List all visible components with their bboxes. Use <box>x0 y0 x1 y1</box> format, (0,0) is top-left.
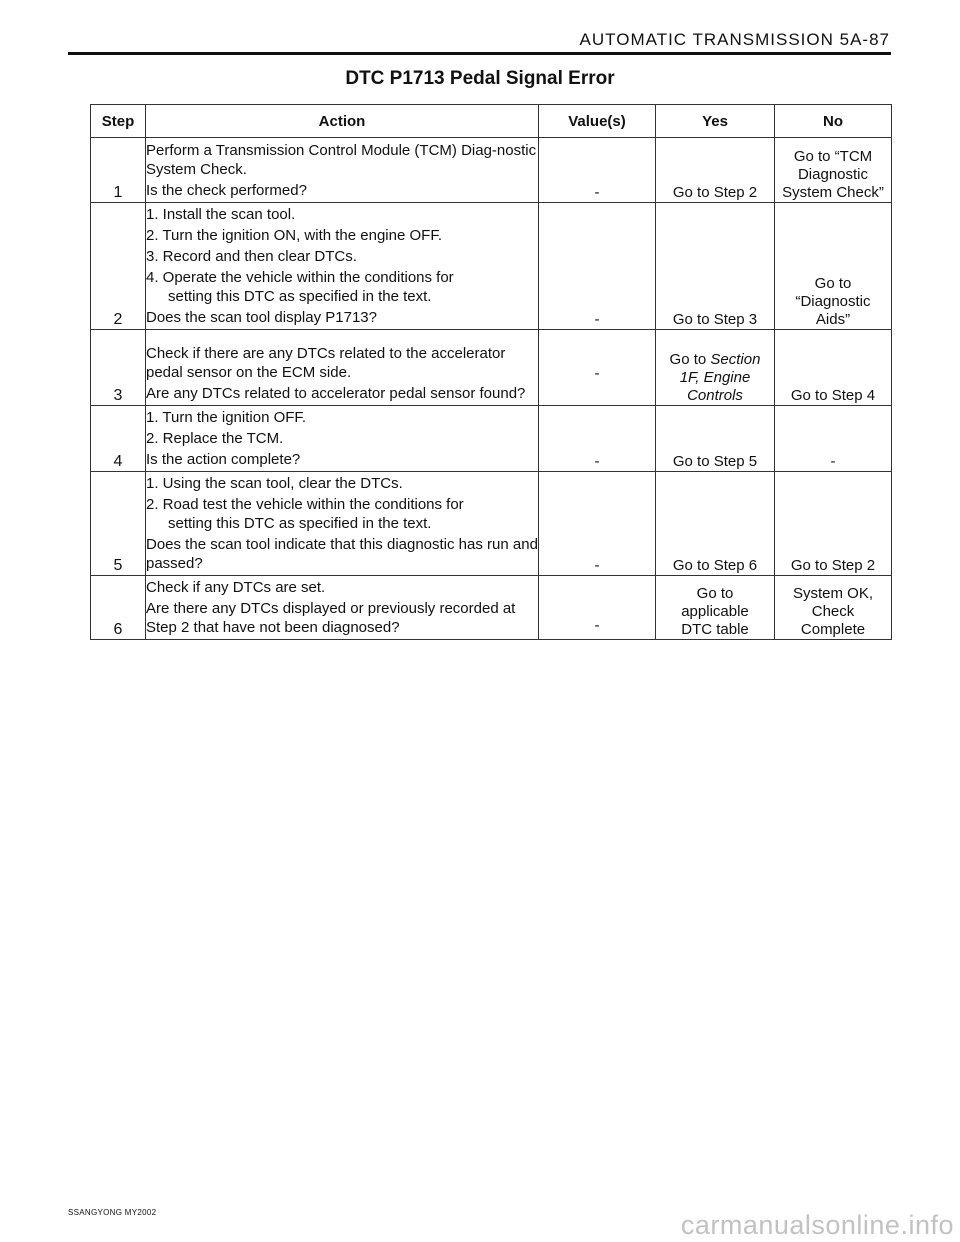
column-header-values: Value(s) <box>539 105 656 138</box>
action-question: Does the scan tool display P1713? <box>146 309 377 326</box>
step-number: 5 <box>91 472 146 576</box>
action-cell <box>146 472 539 576</box>
footer-text: SSANGYONG MY2002 <box>68 1208 157 1217</box>
action-question: Are any DTCs related to accelerator pedal sensor found? <box>146 385 526 402</box>
action-question: Are there any DTCs displayed or previously recorded at Step 2 that have not been diagnosed? <box>146 600 516 636</box>
action-question: Is the action complete? <box>146 451 301 468</box>
page-header-title: AUTOMATIC TRANSMISSION 5A-87 <box>579 30 890 49</box>
yes-cell: Go to Step 2 <box>656 138 775 203</box>
column-header-no: No <box>775 105 892 138</box>
table-row <box>91 330 892 406</box>
action-cell <box>146 406 539 472</box>
column-header-step: Step <box>91 105 146 138</box>
action-text: 1. Install the scan tool. <box>146 206 296 223</box>
action-text: setting this DTC as specified in the text. <box>168 288 432 305</box>
value-cell: - <box>539 406 656 472</box>
action-question: Does the scan tool indicate that this diagnostic has run and passed? <box>146 536 538 572</box>
column-header-yes: Yes <box>656 105 775 138</box>
value-cell: - <box>539 138 656 203</box>
step-number: 2 <box>91 203 146 330</box>
section-link: Section 1F, Engine Controls <box>679 351 761 404</box>
table-row <box>91 138 892 203</box>
yes-cell: Go to Step 3 <box>656 203 775 330</box>
no-cell: Go to Step 4 <box>775 330 892 406</box>
action-text: Check if there are any DTCs related to the accelerator pedal sensor on the ECM side. <box>146 345 506 381</box>
diagnostic-table <box>90 104 892 640</box>
action-text: 3. Record and then clear DTCs. <box>146 248 357 265</box>
yes-cell: Go to Step 6 <box>656 472 775 576</box>
action-cell <box>146 138 539 203</box>
value-cell: - <box>539 576 656 640</box>
action-text: 2. Turn the ignition ON, with the engine OFF. <box>146 227 442 244</box>
step-number: 4 <box>91 406 146 472</box>
action-text: 1. Turn the ignition OFF. <box>146 409 307 426</box>
step-number: 1 <box>91 138 146 203</box>
page-title: DTC P1713 Pedal Signal Error <box>345 68 615 89</box>
table-row <box>91 576 892 640</box>
table-header-row <box>91 105 892 138</box>
action-text: 1. Using the scan tool, clear the DTCs. <box>146 475 403 492</box>
action-text: 2. Replace the TCM. <box>146 430 284 447</box>
yes-text: Go to <box>669 351 711 368</box>
action-text: 2. Road test the vehicle within the conditions for <box>146 496 464 513</box>
action-cell <box>146 576 539 640</box>
action-text: Check if any DTCs are set. <box>146 579 326 596</box>
column-header-action: Action <box>146 105 539 138</box>
action-text: Perform a Transmission Control Module (TCM) Diag-nostic System Check. <box>146 142 537 178</box>
table-row <box>91 406 892 472</box>
value-cell: - <box>539 472 656 576</box>
value-cell: - <box>539 203 656 330</box>
no-cell: Go to “Diagnostic Aids” <box>775 203 892 330</box>
no-cell: System OK, Check Complete <box>775 576 892 640</box>
no-cell: Go to Step 2 <box>775 472 892 576</box>
value-cell: - <box>539 330 656 406</box>
action-question: Is the check performed? <box>146 182 307 199</box>
table-row <box>91 472 892 576</box>
action-cell <box>146 330 539 406</box>
step-number: 6 <box>91 576 146 640</box>
table-row <box>91 203 892 330</box>
yes-cell: Go to applicable DTC table <box>656 576 775 640</box>
action-text: 4. Operate the vehicle within the conditions for <box>146 269 454 286</box>
yes-cell: Go to Step 5 <box>656 406 775 472</box>
header-rule <box>68 52 891 55</box>
yes-cell <box>656 330 775 406</box>
no-cell: - <box>775 406 892 472</box>
action-cell <box>146 203 539 330</box>
watermark: carmanualsonline.info <box>680 1210 954 1240</box>
action-text: setting this DTC as specified in the text. <box>168 515 432 532</box>
no-cell: Go to “TCM Diagnostic System Check” <box>775 138 892 203</box>
step-number: 3 <box>91 330 146 406</box>
